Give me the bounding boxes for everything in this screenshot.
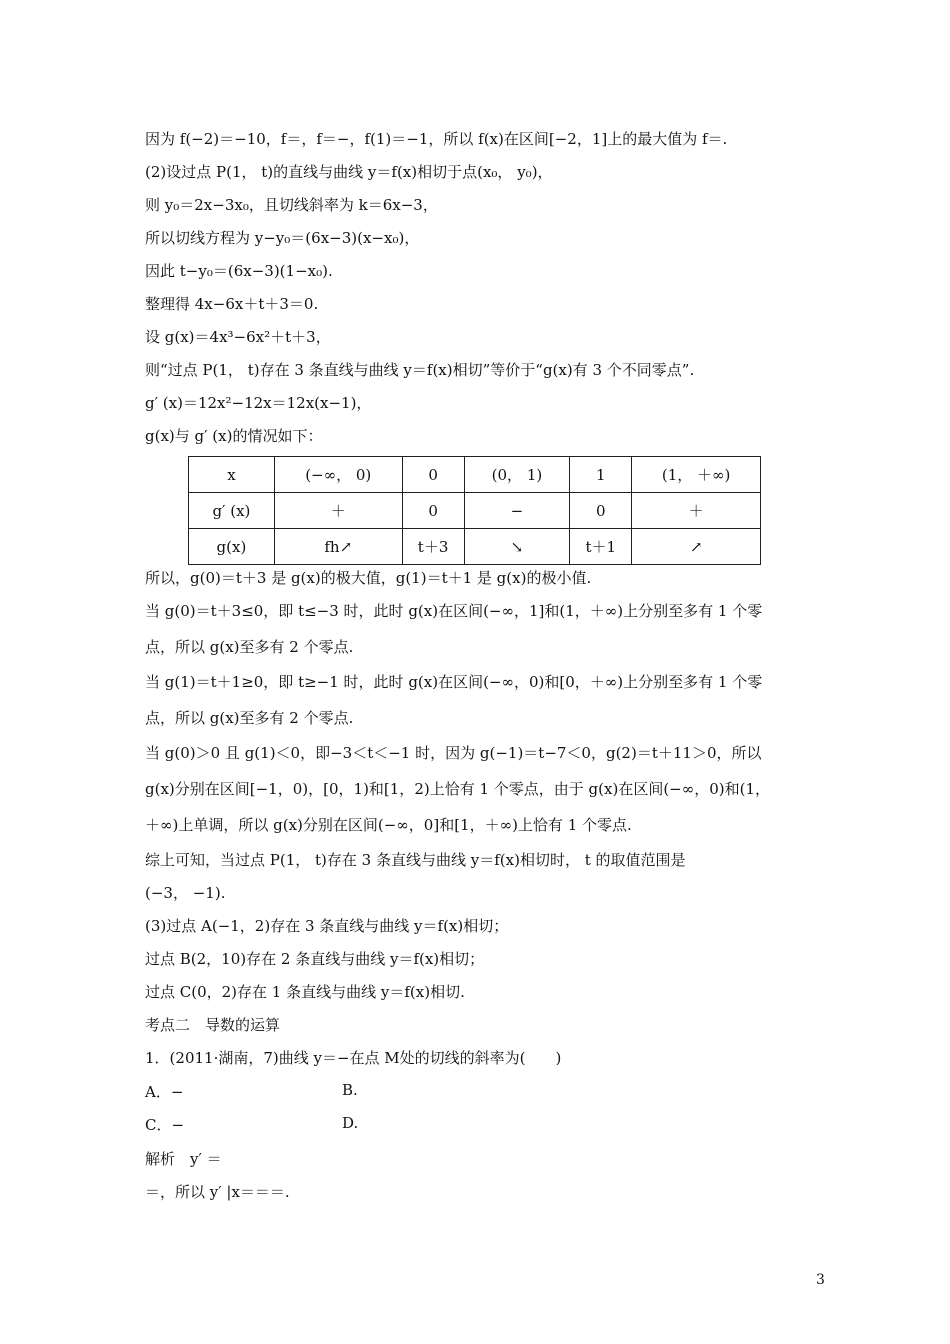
table-cell: 0 [570, 493, 632, 529]
table-cell: fh↗ [274, 529, 402, 565]
text-line: 点，所以 g(x)至多有 2 个零点. [145, 638, 354, 656]
text-line: 设 g(x)＝4x³−6x²＋t＋3， [145, 328, 331, 346]
table-cell: t＋1 [570, 529, 632, 565]
text-line: 过点 B(2，10)存在 2 条直线与曲线 y＝f(x)相切； [145, 950, 485, 968]
text-line: 则“过点 P(1， t)存在 3 条直线与曲线 y＝f(x)相切”等价于“g(x)有 3 个不同零点”. [145, 361, 695, 379]
table-cell: 0 [402, 457, 464, 493]
text-line: 因此 t−y₀＝(6x−3)(1−x₀). [145, 262, 333, 280]
text-line: 当 g(0)＞0 且 g(1)＜0，即−3＜t＜−1 时，因为 g(−1)＝t−7＜0，g(2)＝t＋11＞0，所以 [145, 744, 762, 762]
text-line: 综上可知，当过点 P(1， t)存在 3 条直线与曲线 y＝f(x)相切时， t 的取值范围是 [145, 851, 686, 869]
question-text: 1．(2011·湖南，7)曲线 y＝−在点 M处的切线的斜率为( ) [145, 1049, 562, 1067]
text-line: 所以，g(0)＝t＋3 是 g(x)的极大值，g(1)＝t＋1 是 g(x)的极小值. [145, 569, 592, 587]
table-cell: ＋ [632, 493, 761, 529]
text-line: g(x)与 g′ (x)的情况如下： [145, 427, 323, 445]
text-line: 所以切线方程为 y−y₀＝(6x−3)(x−x₀)， [145, 229, 420, 247]
section-heading: 考点二 导数的运算 [145, 1016, 281, 1034]
solution-line: 解析 y′ ＝ [145, 1150, 222, 1168]
text-line: g(x)分别在区间[−1，0)，[0，1)和[1，2)上恰有 1 个零点，由于 g(x)在区间(−∞，0)和(1， [145, 780, 771, 798]
table-cell: ＋ [274, 493, 402, 529]
table-row [189, 529, 761, 565]
page-number: 3 [816, 1272, 825, 1288]
text-line: 当 g(1)＝t＋1≥0，即 t≥−1 时，此时 g(x)在区间(−∞，0)和[0，＋∞)上分别至多有 1 个零 [145, 673, 763, 691]
option-b: B. [342, 1081, 358, 1099]
text-line: 过点 C(0，2)存在 1 条直线与曲线 y＝f(x)相切. [145, 983, 465, 1001]
table-cell: g(x) [189, 529, 275, 565]
text-line: (2)设过点 P(1， t)的直线与曲线 y＝f(x)相切于点(x₀， y₀)， [145, 163, 553, 181]
variation-table [188, 456, 761, 565]
text-line: 则 y₀＝2x−3x₀，且切线斜率为 k＝6x−3， [145, 196, 438, 214]
table-cell: 0 [402, 493, 464, 529]
text-line: 当 g(0)＝t＋3≤0，即 t≤−3 时，此时 g(x)在区间(−∞，1]和(1，＋∞)上分别至多有 1 个零 [145, 602, 763, 620]
option-a: A．− [145, 1083, 184, 1101]
text-line: 整理得 4x−6x＋t＋3＝0. [145, 295, 319, 313]
option-c: C．− [145, 1116, 185, 1134]
table-cell: (−∞， 0) [274, 457, 402, 493]
text-line: 因为 f(−2)＝−10，f＝，f＝−，f(1)＝−1，所以 f(x)在区间[−2，1]上的最大值为 f＝. [145, 130, 728, 148]
table-cell: t＋3 [402, 529, 464, 565]
table-cell: − [464, 493, 570, 529]
table-cell: (0， 1) [464, 457, 570, 493]
table-cell: ↘ [464, 529, 570, 565]
table-cell: 1 [570, 457, 632, 493]
option-d: D. [342, 1114, 359, 1132]
table-cell: ↗ [632, 529, 761, 565]
text-line: g′ (x)＝12x²−12x＝12x(x−1)， [145, 394, 372, 412]
text-line: (3)过点 A(−1，2)存在 3 条直线与曲线 y＝f(x)相切； [145, 917, 509, 935]
text-line: 点，所以 g(x)至多有 2 个零点. [145, 709, 354, 727]
text-line: (−3， −1). [145, 884, 226, 902]
table-row [189, 493, 761, 529]
text-line: ＋∞)上单调，所以 g(x)分别在区间(−∞，0]和[1，＋∞)上恰有 1 个零点. [145, 816, 632, 834]
solution-line: ＝，所以 y′ |x＝＝＝. [145, 1183, 290, 1201]
table-cell: x [189, 457, 275, 493]
table-row [189, 457, 761, 493]
table-cell: (1， ＋∞) [632, 457, 761, 493]
table-cell: g′ (x) [189, 493, 275, 529]
